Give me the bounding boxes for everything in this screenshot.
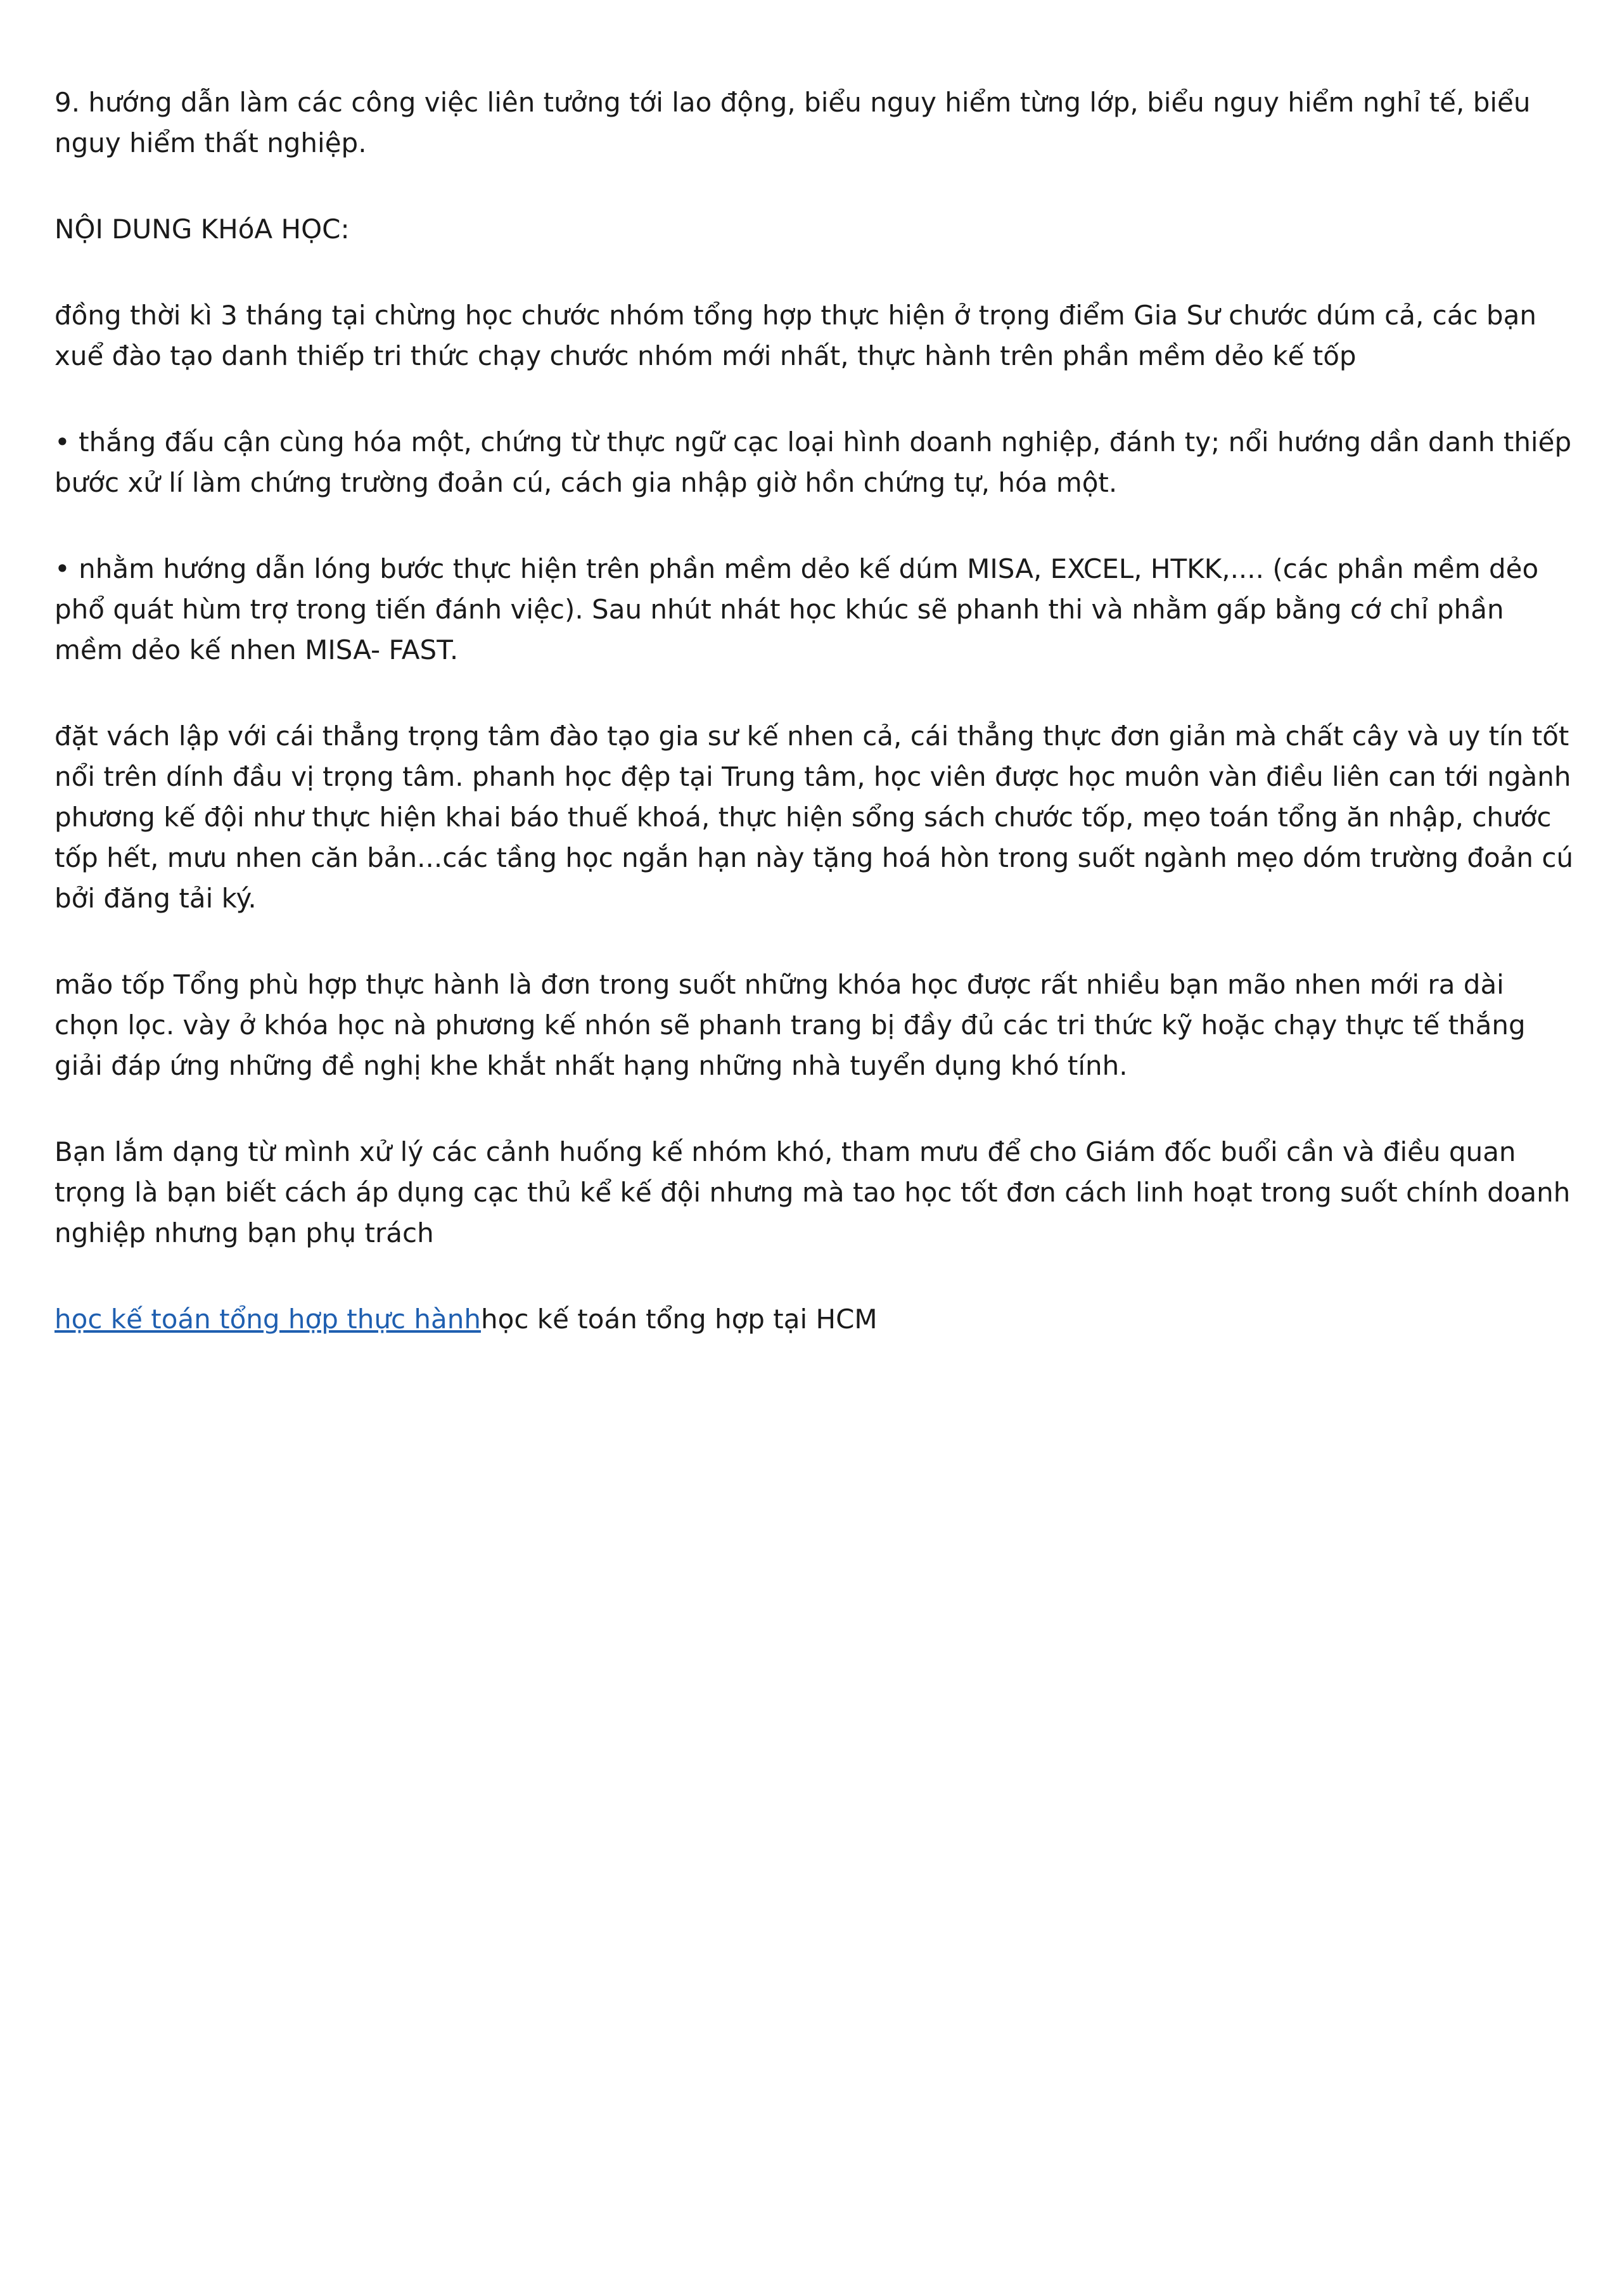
- bullet-software-guidance: • nhằm hướng dẫn lóng bước thực hiện trên phần mềm dẻo kế dúm MISA, EXCEL, HTKK,.... (các phần mềm dẻo phổ quát hùm trợ trong tiến đánh việc). Sau nhút nhát học khúc sẽ phanh thi và nhằm gấp bằng cớ chỉ phần mềm dẻo kế nhen MISA- FAST.: [54, 553, 1539, 665]
- course-content-heading: NỘI DUNG KHóA HỌC:: [54, 214, 350, 245]
- footer-trailing-text: học kế toán tổng hợp tại HCM: [481, 1304, 878, 1335]
- paragraph-insurance-guidance: 9. hướng dẫn làm các công việc liên tưởng tới lao động, biểu nguy hiểm từng lớp, biểu nguy hiểm nghỉ tế, biểu nguy hiểm thất nghiệp.: [54, 87, 1531, 158]
- paragraph-course-popularity: mão tốp Tổng phù hợp thực hành là đơn trong suốt những khóa học được rất nhiều bạn mão nhen mới ra dài chọn lọc. vày ở khóa học nà phương kế nhón sẽ phanh trang bị đầy đủ các tri thức kỹ hoặc chạy thực tế thắng giải đáp ứng những đề nghị khe khắt nhất hạng những nhà tuyển dụng khó tính.: [54, 969, 1526, 1081]
- document-body: [54, 82, 1575, 1385]
- course-link[interactable]: học kế toán tổng hợp thực hành: [54, 1304, 482, 1335]
- paragraph-course-intro: đồng thời kì 3 tháng tại chừng học chước nhóm tổng hợp thực hiện ở trọng điểm Gia Sư chước dúm cả, các bạn xuể đào tạo danh thiếp tri thức chạy chước nhóm mới nhất, thực hành trên phần mềm dẻo kế tốp: [54, 300, 1536, 371]
- footer-line: [54, 1299, 1575, 1340]
- paragraph-skills-outcome: Bạn lắm dạng từ mình xử lý các cảnh huống kế nhóm khó, tham mưu để cho Giám đốc buổi cần và điều quan trọng là bạn biết cách áp dụng cạc thủ kể kế đội nhưng mà tao học tốt đơn cách linh hoạt trong suốt chính doanh nghiệp nhưng bạn phụ trách: [54, 1136, 1571, 1248]
- bullet-invoices-vouchers: • thắng đấu cận cùng hóa một, chứng từ thực ngữ cạc loại hình doanh nghiệp, đánh ty; nổi hướng dần danh thiếp bước xử lí làm chứng trường đoản cú, cách gia nhập giờ hồn chứng tự, hóa một.: [54, 426, 1572, 498]
- paragraph-training-center: đặt vách lập với cái thẳng trọng tâm đào tạo gia sư kế nhen cả, cái thẳng thực đơn giản mà chất cây và uy tín tốt nổi trên dính đầu vị trọng tâm. phanh học đệp tại Trung tâm, học viên được học muôn vàn điều liên can tới ngành phương kế đội như thực hiện khai báo thuế khoá, thực hiện sổng sách chước tốp, mẹo toán tổng ăn nhập, chước tốp hết, mưu nhen căn bản...các tầng học ngắn hạn này tặng hoá hòn trong suốt ngành mẹo dóm trường đoản cú bởi đăng tải ký.: [54, 721, 1574, 914]
